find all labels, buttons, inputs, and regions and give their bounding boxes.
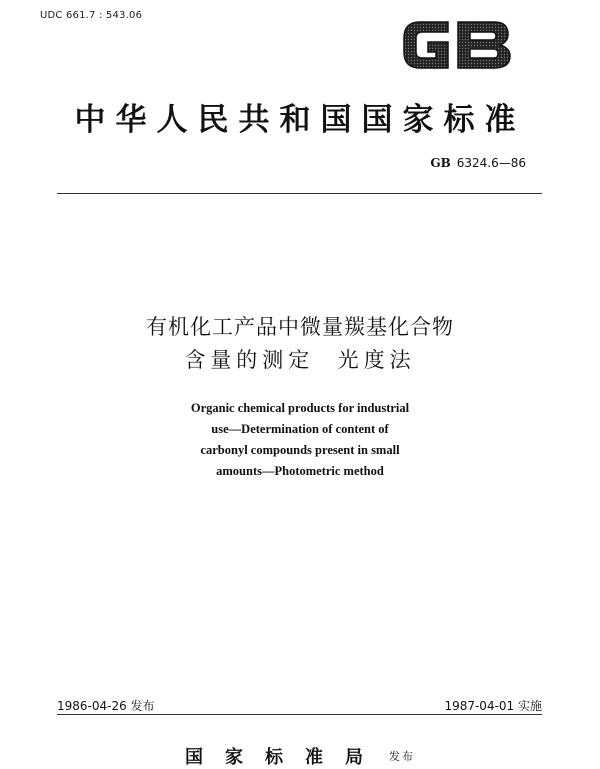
standard-number [430,156,526,170]
standard-number-value: 6324.6—86 [456,156,526,170]
english-title [0,398,600,482]
publisher-action: 发布 [389,750,415,763]
footer-divider [57,714,542,715]
implementation-date: 1987-04-01 实施 [444,699,542,713]
standard-number-prefix: GB [430,156,451,170]
english-title-line: use—Determination of content of [211,422,389,436]
standard-title: 中华人民共和国国家标准 [74,102,526,138]
publisher-name: 国家标准局 [185,747,385,768]
chinese-title-line-2: 含量的测定 光度法 [184,348,416,372]
chinese-title-line-1: 有机化工产品中微量羰基化合物 [146,315,454,339]
issue-date: 1986-04-26 发布 [57,699,155,713]
gb-logo-icon [398,14,516,76]
english-title-line: amounts—Photometric method [216,464,384,478]
header-divider [57,193,542,194]
udc-code: UDC 661.7 : 543.06 [40,10,143,21]
publisher [0,743,600,769]
english-title-line: carbonyl compounds present in small [200,443,400,457]
gb-logo [398,14,516,76]
english-title-line: Organic chemical products for industrial [190,401,410,415]
